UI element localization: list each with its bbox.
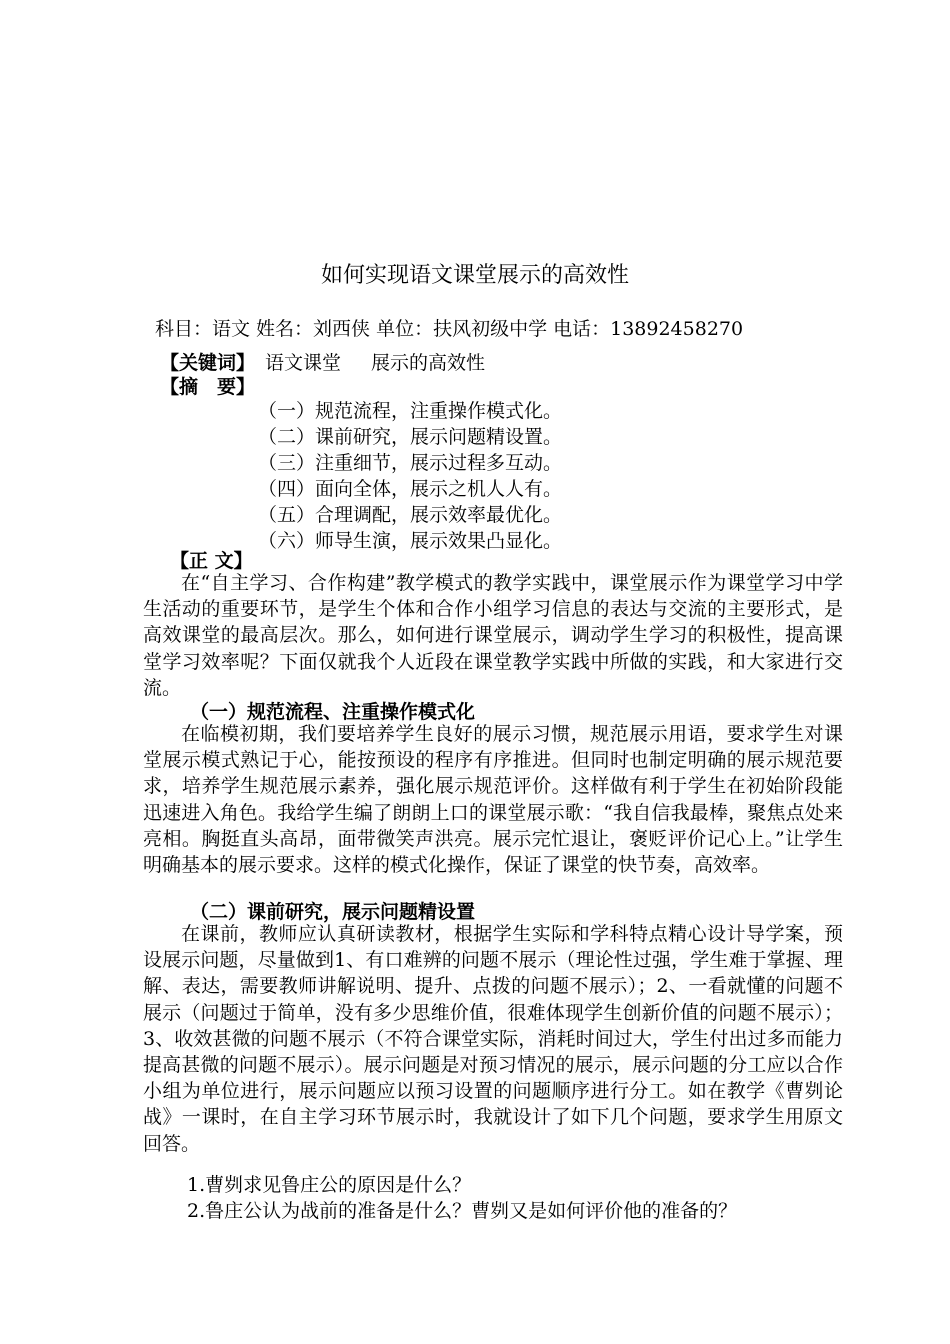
abstract-label: 【摘 要】	[160, 376, 256, 398]
section2-heading: （二）课前研究，展示问题精设置	[190, 901, 476, 923]
abstract-item: （四）面向全体，展示之机人人有。	[258, 478, 563, 500]
intro-paragraph: 在“自主学习、合作构建”教学模式的教学实践中，课堂展示作为课堂学习中学生活动的重要环节，是学生个体和合作小组学习信息的表达与交流的主要形式，是高效课堂的最高层次。那么，如何进行课堂展示，调动学生学习的积极性，提高课堂学习效率呢？下面仅就我个人近段在课堂教学实践中所做的实践，和大家进行交流。	[143, 572, 843, 699]
keyword-2: 展示的高效性	[371, 352, 486, 374]
abstract-item: （六）师导生演，展示效果凸显化。	[258, 530, 563, 552]
keyword-1: 语文课堂	[265, 352, 342, 374]
section1-paragraph: 在临模初期，我们要培养学生良好的展示习惯，规范展示用语，要求学生对课堂展示模式熟记于心，能按预设的程序有序推进。但同时也制定明确的展示规范要求，培养学生规范展示素养，强化展示规范评价。这样做有利于学生在初始阶段能迅速进入角色。我给学生编了朗朗上口的课堂展示歌：“我自信我最棒，聚焦点处来亮相。胸挺直头高昂，面带微笑声洪亮。展示完忙退让，褒贬评价记心上。”让学生明确基本的展示要求。这样的模式化操作，保证了课堂的快节奏，高效率。	[143, 723, 843, 877]
question-item: 2.鲁庄公认为战前的准备是什么？曹刿又是如何评价他的准备的？	[187, 1200, 738, 1222]
abstract-item: （二）课前研究，展示问题精设置。	[258, 426, 563, 448]
abstract-item: （一）规范流程，注重操作模式化。	[258, 400, 563, 422]
question-item: 1.曹刿求见鲁庄公的原因是什么？	[187, 1174, 472, 1196]
author-meta: 科目：语文 姓名：刘西侠 单位：扶风初级中学 电话：13892458270	[155, 318, 744, 340]
abstract-item: （三）注重细节，展示过程多互动。	[258, 452, 563, 474]
section1-block	[143, 721, 843, 878]
section2-paragraph: 在课前，教师应认真研读教材，根据学生实际和学科特点精心设计导学案，预设展示问题，尽量做到1、有口难辨的问题不展示（理论性过强，学生难于掌握、理解、表达，需要教师讲解说明、提升、点拨的问题不展示）；2、一看就懂的问题不展示（问题过于简单，没有多少思维价值，很难体现学生创新价值的问题不展示）；3、收效甚微的问题不展示（不符合课堂实际，消耗时间过大，学生付出过多而能力提高甚微的问题不展示）。展示问题是对预习情况的展示，展示问题的分工应以合作小组为单位进行，展示问题应以预习设置的问题顺序进行分工。如在教学《曹刿论战》一课时，在自主学习环节展示时，我就设计了如下几个问题，要求学生用原文回答。	[143, 923, 843, 1155]
section1-heading: （一）规范流程、注重操作模式化	[190, 701, 476, 723]
body-label: 【正 文】	[170, 550, 253, 572]
document-title: 如何实现语文课堂展示的高效性	[320, 263, 629, 288]
abstract-list	[258, 398, 562, 554]
intro-paragraph-block	[143, 570, 843, 701]
section2-block	[143, 921, 843, 1157]
keywords-label: 【关键词】	[160, 352, 256, 374]
abstract-item: （五）合理调配，展示效率最优化。	[258, 504, 563, 526]
keywords-line	[160, 348, 485, 375]
